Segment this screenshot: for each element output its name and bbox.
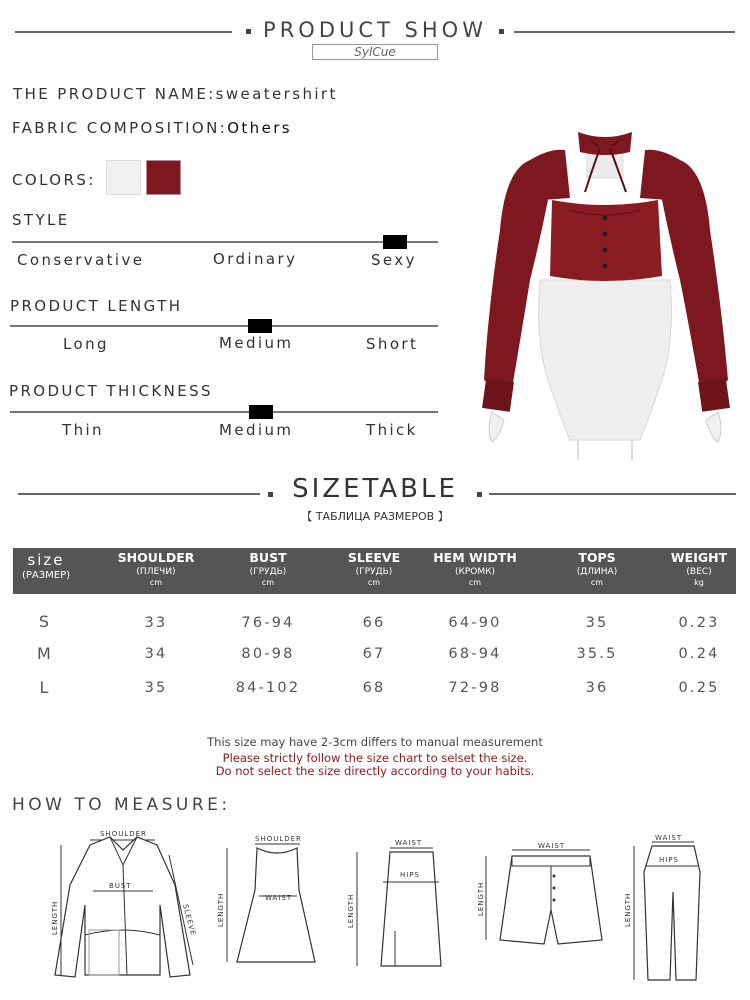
row-s-sleeve: 66 [362,615,386,631]
col-weight-ru: (ВЕС) [686,567,712,577]
shorts-measure-diagram [478,840,623,970]
thickness-label-thick: Thick [366,421,418,439]
row-l-hem: 72-98 [448,680,502,696]
col-sleeve-name: SLEEVE [347,550,401,565]
header-dot-right [499,29,504,34]
dress-measure-diagram [215,832,320,972]
thickness-marker [249,405,273,419]
style-title: STYLE [12,211,70,229]
note-habits: Do not select the size directly according to your habits. [215,764,535,778]
dress-waist-label: WAIST [265,894,293,902]
row-m-hem: 68-94 [448,646,502,662]
length-label-medium: Medium [219,334,294,352]
skirt-measure-diagram [345,836,445,976]
style-marker [383,235,407,249]
skirt-hips-label: HIPS [400,871,420,879]
sizetable-dot-right [477,492,482,497]
row-m-shoulder: 34 [144,646,168,662]
length-title: PRODUCT LENGTH [10,297,183,315]
col-header-sleeve [324,550,424,588]
style-scale-line [12,241,438,243]
fabric-row [12,119,292,137]
col-shoulder-name: SHOULDER [117,550,195,565]
dress-length-label: LENGTH [217,892,225,927]
page-title: PRODUCT SHOW [263,18,487,42]
row-s-bust: 76-94 [241,615,295,631]
row-m-tops: 35.5 [576,646,618,662]
note-follow-chart: Please strictly follow the size chart to selset the size. [222,751,528,765]
length-label-short: Short [366,335,419,353]
product-name-value: sweatershirt [215,85,338,103]
col-shoulder-ru: (ПЛЕЧИ) [136,567,176,577]
row-l-shoulder: 35 [144,680,168,696]
row-l-tops: 36 [585,680,609,696]
pants-hips-label: HIPS [659,856,679,864]
header-rule-right [514,31,735,33]
col-hem-ru: (КРОМК) [454,567,496,577]
how-to-measure-title: HOW TO MEASURE: [12,795,231,815]
note-measurement: This size may have 2-3cm differs to manual measurement [207,735,543,749]
row-m-bust: 80-98 [241,646,295,662]
row-s-tops: 35 [585,615,609,631]
col-weight-name: WEIGHT [670,550,728,565]
row-s-weight: 0.23 [678,615,720,631]
sizetable-subtitle: 【 ТАБЛИЦА РАЗМЕРОВ 】 [301,510,449,523]
row-m-weight: 0.24 [678,646,720,662]
row-s-hem: 64-90 [448,615,502,631]
style-label-ordinary: Ordinary [213,250,298,268]
col-sleeve-unit: cm [367,578,381,587]
col-bust-unit: cm [261,578,275,587]
thickness-scale-line [10,411,438,413]
dress-shoulder-label: SHOULDER [255,835,302,843]
length-label-long: Long [63,335,109,353]
colors-label: COLORS: [12,171,96,189]
col-header-shoulder [106,550,206,588]
col-header-hem-width [420,550,530,588]
pants-measure-diagram [622,832,717,987]
row-l-bust: 84-102 [235,680,301,696]
skirt-length-label: LENGTH [347,893,355,928]
row-m-sleeve: 67 [362,646,386,662]
fabric-value: Others [227,119,292,137]
col-header-size [13,551,79,582]
jacket-bust-label: BUST [109,882,132,890]
sizetable-title: SIZETABLE [292,474,458,504]
fabric-label: FABRIC COMPOSITION: [12,119,228,137]
skirt-waist-label: WAIST [395,839,423,847]
jacket-shoulder-label: SHOULDER [100,830,147,838]
jacket-measure-diagram [45,825,200,990]
thickness-label-thin: Thin [62,421,104,439]
row-s-shoulder: 33 [144,615,168,631]
row-m-size: M [36,644,53,663]
style-label-conservative: Conservative [17,251,145,269]
col-header-bust [218,550,318,588]
row-l-weight: 0.25 [678,680,720,696]
sizetable-rule-right [489,493,736,495]
length-marker [248,319,272,333]
length-scale-line [10,325,438,327]
col-header-weight [654,550,744,588]
pants-waist-label: WAIST [655,834,683,842]
col-bust-name: BUST [249,550,287,565]
col-hem-unit: cm [468,578,482,587]
product-name-label: THE PRODUCT NAME: [13,85,216,103]
brand-label: SylCue [312,44,438,60]
col-shoulder-unit: cm [149,578,163,587]
shorts-waist-label: WAIST [538,842,566,850]
col-header-tops [547,550,647,588]
shorts-length-label: LENGTH [477,881,485,916]
col-bust-ru: (ГРУДЬ) [249,567,287,577]
product-photo [470,80,740,460]
col-sleeve-ru: (ГРУДЬ) [355,567,393,577]
pants-length-label: LENGTH [624,892,632,927]
thickness-label-medium: Medium [219,421,294,439]
color-swatch-white[interactable] [106,160,141,195]
col-header-size-sub: (РАЗМЕР) [21,570,71,581]
jacket-length-label: LENGTH [51,900,59,935]
row-l-size: L [39,678,51,697]
col-tops-unit: cm [590,578,604,587]
col-header-size-main: size [27,551,65,569]
col-hem-name: HEM WIDTH [433,550,517,565]
style-label-sexy: Sexy [371,251,417,269]
row-l-sleeve: 68 [362,680,386,696]
row-s-size: S [38,612,52,631]
jacket-sleeve-label: SLEEVE [181,903,198,937]
thickness-title: PRODUCT THICKNESS [9,382,213,400]
col-tops-ru: (ДЛИНА) [576,567,618,577]
col-tops-name: TOPS [578,550,616,565]
color-swatch-red[interactable] [146,160,181,195]
product-name-row [13,85,338,103]
col-weight-unit: kg [694,578,704,587]
